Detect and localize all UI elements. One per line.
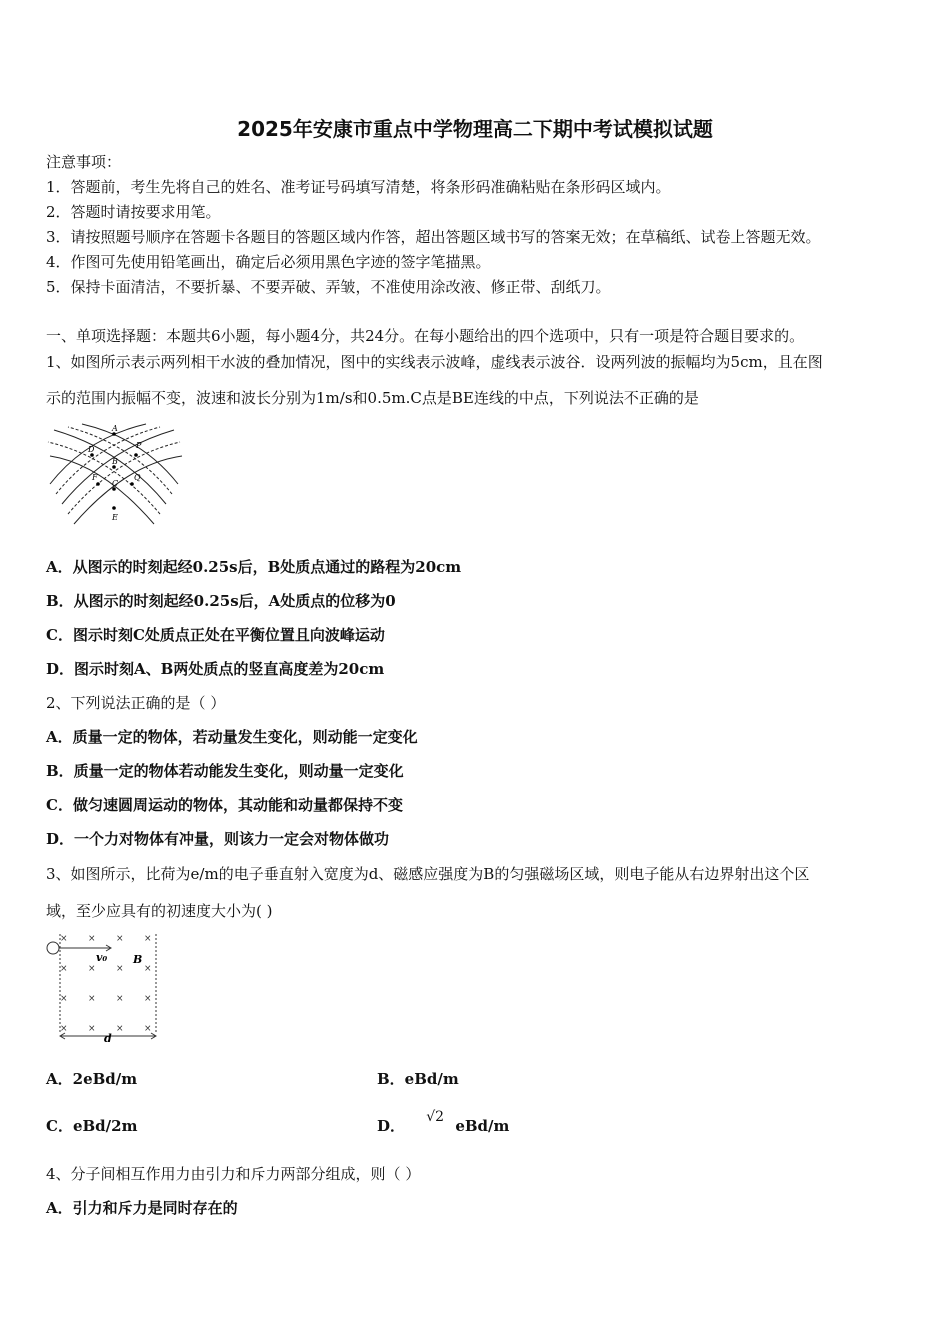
q2-option-c: C．做匀速圆周运动的物体，其动能和动量都保持不变	[46, 796, 403, 814]
figure-label: B	[112, 457, 118, 466]
field-label: B	[133, 953, 143, 966]
svg-text:×: ×	[144, 994, 152, 1004]
svg-text:×: ×	[88, 934, 96, 944]
q4-option-a: A．引力和斥力是同时存在的	[46, 1199, 238, 1217]
figure-label: Q	[134, 473, 141, 482]
svg-text:×: ×	[60, 964, 68, 974]
svg-text:×: ×	[116, 994, 124, 1004]
q1-option-a: A．从图示的时刻起经0.25s后，B处质点通过的路程为20cm	[46, 558, 462, 576]
figure-label: D	[88, 445, 95, 454]
q1-stem-line2: 示的范围内振幅不变，波速和波长分别为1m/s和0.5m.C点是BE连线的中点，下列说法不正确的是	[46, 389, 699, 407]
notice-heading: 注意事项：	[46, 153, 122, 171]
q1-option-b: B．从图示的时刻起经0.25s后，A处质点的位移为0	[46, 592, 396, 610]
q3-stem-line2: 域，至少应具有的初速度大小为( )	[46, 902, 273, 920]
notice-item: 3．请按照题号顺序在答题卡各题目的答题区域内作答，超出答题区域书写的答案无效；在草稿纸、试卷上答题无效。	[46, 228, 821, 246]
svg-text:×: ×	[60, 1024, 68, 1034]
svg-text:×: ×	[88, 964, 96, 974]
svg-text:×: ×	[88, 1024, 96, 1034]
q1-option-c: C．图示时刻C处质点正处在平衡位置且向波峰运动	[46, 626, 385, 644]
notice-item: 2．答题时请按要求用笔。	[46, 203, 221, 221]
q2-option-b: B．质量一定的物体若动能发生变化，则动量一定变化	[46, 762, 404, 780]
notice-item: 5．保持卡面清洁，不要折暴、不要弄破、弄皱，不准使用涂改液、修正带、刮纸刀。	[46, 278, 611, 296]
velocity-label: v₀	[96, 951, 108, 964]
figure-label: E	[112, 513, 118, 522]
svg-text:×: ×	[144, 964, 152, 974]
svg-text:×: ×	[116, 964, 124, 974]
magnetic-field-figure	[44, 932, 164, 1044]
notice-item: 4．作图可先使用铅笔画出，确定后必须用黑色字迹的签字笔描黑。	[46, 253, 491, 271]
q3-option-b: B．eBd/m	[377, 1070, 459, 1088]
svg-text:×: ×	[116, 1024, 124, 1034]
svg-text:×: ×	[60, 994, 68, 1004]
q1-option-d: D．图示时刻A、B两处质点的竖直高度差为20cm	[46, 660, 385, 678]
option-d-prefix: D．	[377, 1117, 406, 1135]
q3-stem-line1: 3、如图所示，比荷为e/m的电子垂直射入宽度为d、磁感应强度为B的匀强磁场区域，则电子能从右边界射出这个区	[46, 865, 810, 883]
sqrt2: √2	[426, 1109, 445, 1125]
wave-interference-figure	[46, 420, 186, 536]
q3-option-c: C．eBd/2m	[46, 1117, 138, 1135]
option-d-rest: eBd/m	[455, 1117, 510, 1135]
svg-text:×: ×	[88, 994, 96, 1004]
figure-label: F	[92, 473, 98, 482]
section-heading: 一、单项选择题：本题共6小题，每小题4分，共24分。在每小题给出的四个选项中，只有一项是符合题目要求的。	[46, 327, 805, 345]
q4-stem: 4、分子间相互作用力由引力和斥力两部分组成，则（ ）	[46, 1165, 421, 1183]
width-label: d	[104, 1032, 112, 1044]
page-title: 2025年安康市重点中学物理高二下期中考试模拟试题	[237, 117, 713, 141]
figure-label: A	[112, 424, 118, 433]
q1-stem-line1: 1、如图所示表示两列相干水波的叠加情况，图中的实线表示波峰，虚线表示波谷．设两列波的振幅均为5cm，且在图	[46, 353, 823, 371]
q3-option-d	[377, 1109, 510, 1137]
q2-stem: 2、下列说法正确的是（ ）	[46, 694, 226, 712]
notice-item: 1．答题前，考生先将自己的姓名、准考证号码填写清楚，将条形码准确粘贴在条形码区域内。	[46, 178, 671, 196]
figure-label: P	[136, 441, 142, 450]
svg-text:×: ×	[144, 1024, 152, 1034]
figure-label: C	[112, 479, 119, 488]
q2-option-d: D．一个力对物体有冲量，则该力一定会对物体做功	[46, 830, 390, 848]
svg-text:×: ×	[144, 934, 152, 944]
q3-option-a: A．2eBd/m	[46, 1070, 138, 1088]
svg-text:×: ×	[116, 934, 124, 944]
q2-option-a: A．质量一定的物体，若动量发生变化，则动能一定变化	[46, 728, 418, 746]
svg-text:×: ×	[60, 934, 68, 944]
